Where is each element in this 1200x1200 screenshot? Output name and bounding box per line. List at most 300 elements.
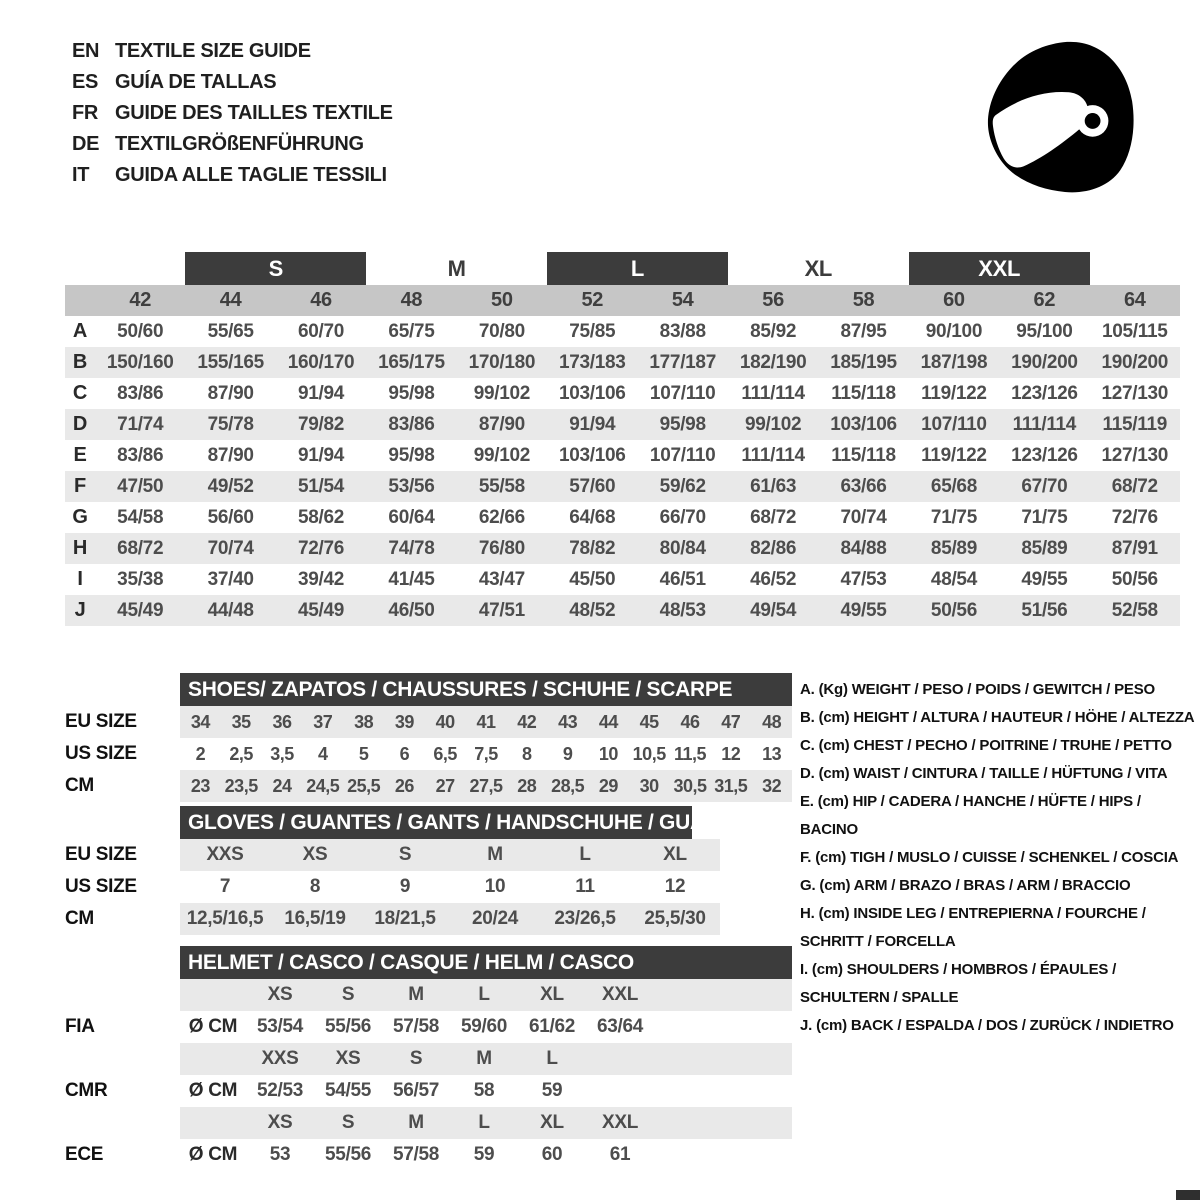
measure-value: 72/76: [1111, 506, 1158, 528]
shoes-row-label: CM: [65, 775, 94, 796]
measure-value: 95/100: [1016, 320, 1073, 342]
measure-value: 91/94: [569, 413, 616, 435]
standard-label-ece: ECE: [65, 1144, 104, 1165]
measure-value: 37/40: [207, 568, 254, 590]
gloves-row-label: CM: [65, 908, 94, 929]
measure-value: 46/51: [659, 568, 706, 590]
measure-value: 185/195: [830, 351, 897, 373]
gloves-table: [180, 806, 738, 935]
helmet-value: 53/54: [256, 1016, 304, 1037]
measure-value: 83/86: [388, 413, 435, 435]
shoes-value: 23,5: [224, 775, 258, 796]
measure-value: 85/89: [930, 537, 977, 559]
size-number: 60: [943, 289, 965, 311]
measure-value: 85/89: [1021, 537, 1068, 559]
shoes-side-labels: [65, 706, 177, 802]
measure-value: 187/198: [920, 351, 988, 373]
measure-value: 115/119: [1102, 413, 1168, 435]
measure-value: 55/65: [207, 320, 254, 342]
shoes-table: [180, 673, 792, 802]
helmet-size: XXS: [261, 1048, 299, 1069]
helmet-size: L: [478, 984, 490, 1005]
helmet-value: 59: [473, 1144, 495, 1165]
helmet-value-row-ece: [180, 1139, 792, 1171]
size-group-s: S: [185, 252, 366, 285]
helmet-size: XL: [540, 984, 564, 1005]
shoes-value: 10,5: [632, 743, 666, 764]
language-title: GUÍA DE TALLAS: [115, 71, 277, 93]
gloves-value: 18/21,5: [374, 908, 436, 929]
measure-value: 66/70: [659, 506, 706, 528]
gloves-value: 9: [399, 876, 411, 897]
helmet-size: L: [478, 1112, 490, 1133]
measure-value: 49/55: [1021, 568, 1068, 590]
shoes-value: 30: [639, 775, 659, 796]
measure-value: 119/122: [921, 382, 987, 404]
legend-entry: J. (cm) BACK / ESPALDA / DOS / ZURÜCK / INDIETRO: [800, 1017, 1174, 1034]
helmet-size: S: [341, 1112, 355, 1133]
helmet-section-header: HELMET / CASCO / CASQUE / HELM / CASCO: [180, 946, 792, 979]
measure-value: 111/114: [1012, 413, 1077, 435]
shoes-value: 38: [354, 711, 374, 732]
measure-value: 64/68: [569, 506, 616, 528]
language-row: [72, 67, 393, 98]
measure-value: 50/56: [1111, 568, 1158, 590]
measure-value: 61/63: [750, 475, 797, 497]
measure-value: 54/58: [117, 506, 164, 528]
gloves-value: XL: [663, 844, 687, 865]
shoes-value: 27,5: [469, 775, 503, 796]
language-title: TEXTILGRÖßENFÜHRUNG: [115, 133, 364, 155]
measure-value: 67/70: [1021, 475, 1068, 497]
measure-value: 35/38: [117, 568, 164, 590]
measure-value: 123/126: [1011, 382, 1078, 404]
gloves-value: 12,5/16,5: [186, 908, 264, 929]
helmet-value-row-cmr: [180, 1075, 792, 1107]
helmet-table: [180, 946, 792, 1171]
racing-helmet-icon: [982, 36, 1140, 194]
shoes-value: 47: [721, 711, 741, 732]
shoes-value: 27: [435, 775, 455, 796]
shoes-value: 13: [762, 743, 782, 764]
helmet-value: 56/57: [392, 1080, 440, 1101]
measure-value: 71/74: [117, 413, 164, 435]
measure-value: 119/122: [921, 444, 987, 466]
measure-value: 59/62: [659, 475, 706, 497]
shoes-rows: [180, 706, 792, 802]
shoes-value: 24,5: [306, 775, 340, 796]
measure-value: 45/49: [117, 599, 164, 621]
measure-value: 182/190: [739, 351, 807, 373]
shoes-value: 9: [562, 743, 573, 764]
page-corner-mark: [1176, 1190, 1200, 1200]
measure-row-j: [65, 595, 1180, 626]
measure-value: 47/51: [478, 599, 525, 621]
size-group-row: [65, 252, 1180, 285]
measurement-legend: [800, 676, 1200, 1040]
shoes-value: 35: [231, 711, 251, 732]
language-row: [72, 160, 393, 191]
measure-value: 49/55: [840, 599, 887, 621]
measure-value: 48/53: [659, 599, 706, 621]
legend-entry: A. (Kg) WEIGHT / PESO / POIDS / GEWITCH / PESO: [800, 681, 1155, 698]
language-code: DE: [72, 133, 100, 155]
measure-value: 87/90: [478, 413, 525, 435]
gloves-value: 11: [575, 876, 595, 897]
row-letter: C: [72, 382, 88, 404]
measure-value: 45/49: [298, 599, 345, 621]
helmet-value: 57/58: [392, 1016, 440, 1037]
gloves-section-header: GLOVES / GUANTES / GANTS / HANDSCHUHE / GUANTI: [180, 806, 692, 839]
helmet-size-row-fia: [180, 979, 792, 1011]
row-letter: I: [77, 568, 83, 590]
measure-value: 39/42: [298, 568, 345, 590]
legend-entry: D. (cm) WAIST / CINTURA / TAILLE / HÜFTUNG / VITA: [800, 765, 1168, 782]
helmet-size: M: [408, 984, 424, 1005]
legend-entry: E. (cm) HIP / CADERA / HANCHE / HÜFTE / HIPS / BACINO: [800, 793, 1141, 838]
helmet-value: 58: [473, 1080, 495, 1101]
language-code: IT: [72, 164, 90, 186]
measure-value: 115/118: [831, 382, 896, 404]
measure-value: 123/126: [1011, 444, 1078, 466]
shoes-section-header: SHOES/ ZAPATOS / CHAUSSURES / SCHUHE / SCARPE: [180, 673, 792, 706]
size-number: 46: [310, 289, 332, 311]
size-group-xxl: XXL: [909, 252, 1090, 285]
helmet-value: 57/58: [392, 1144, 440, 1165]
language-row: [72, 129, 393, 160]
helmet-size: XS: [267, 1112, 293, 1133]
row-letter: A: [72, 320, 88, 342]
helmet-value-row-fia: [180, 1011, 792, 1043]
size-number: 42: [129, 289, 152, 311]
shoes-value: 8: [522, 743, 532, 764]
measure-value: 65/68: [930, 475, 977, 497]
measure-value: 75/78: [207, 413, 254, 435]
measure-row-f: [65, 471, 1180, 502]
helmet-value: 59/60: [460, 1016, 508, 1037]
measure-row-e: [65, 440, 1180, 471]
measure-value: 87/90: [207, 444, 254, 466]
measure-value: 115/118: [831, 444, 896, 466]
gloves-value: 8: [309, 876, 321, 897]
measure-value: 165/175: [378, 351, 445, 373]
measure-row-h: [65, 533, 1180, 564]
measure-value: 70/74: [207, 537, 254, 559]
shoes-value: 10: [598, 743, 618, 764]
shoes-value: 23: [190, 775, 210, 796]
shoes-value: 42: [517, 711, 537, 732]
measure-value: 103/106: [558, 382, 626, 404]
measure-value: 103/106: [558, 444, 626, 466]
size-group-l: L: [547, 252, 728, 285]
shoes-row-eu: [180, 706, 792, 738]
legend-entry: C. (cm) CHEST / PECHO / POITRINE / TRUHE / PETTO: [800, 737, 1172, 754]
measure-value: 52/58: [1111, 599, 1158, 621]
measure-value: 45/50: [569, 568, 616, 590]
legend-entry: I. (cm) SHOULDERS / HOMBROS / ÉPAULES / SCHULTERN / SPALLE: [800, 961, 1117, 1006]
measure-value: 75/85: [569, 320, 616, 342]
measure-value: 99/102: [744, 413, 802, 435]
measure-value: 127/130: [1101, 382, 1169, 404]
measure-row-a: [65, 316, 1180, 347]
gloves-rows: [180, 839, 720, 935]
standard-label-cmr: CMR: [65, 1080, 108, 1101]
shoes-value: 26: [394, 775, 414, 796]
language-row: [72, 98, 393, 129]
measure-value: 95/98: [388, 444, 435, 466]
measure-value: 99/102: [473, 382, 531, 404]
helmet-size-row-cmr: [180, 1043, 792, 1075]
gloves-row-label: US SIZE: [65, 876, 137, 897]
measure-value: 62/66: [478, 506, 525, 528]
measure-value: 84/88: [840, 537, 887, 559]
row-letter: D: [72, 413, 88, 435]
size-number: 52: [581, 289, 604, 311]
measure-row-i: [65, 564, 1180, 595]
row-letter: G: [72, 506, 88, 528]
measure-value: 55/58: [478, 475, 525, 497]
gloves-value: L: [579, 844, 591, 865]
shoes-value: 12: [721, 743, 741, 764]
measure-value: 44/48: [207, 599, 254, 621]
size-number: 62: [1033, 289, 1056, 311]
measure-value: 150/160: [106, 351, 174, 373]
language-code: FR: [72, 102, 99, 124]
measure-value: 155/165: [197, 351, 264, 373]
legend-entry: H. (cm) INSIDE LEG / ENTREPIERNA / FOURCHE / SCHRITT / FORCELLA: [800, 905, 1146, 950]
shoes-value: 46: [680, 711, 700, 732]
measure-value: 60/64: [388, 506, 435, 528]
shoes-value: 25,5: [347, 775, 381, 796]
measure-value: 91/94: [298, 382, 345, 404]
measure-value: 68/72: [117, 537, 164, 559]
language-title: TEXTILE SIZE GUIDE: [115, 40, 311, 62]
measure-value: 47/53: [840, 568, 887, 590]
measure-row-c: [65, 378, 1180, 409]
measure-value: 57/60: [569, 475, 616, 497]
measure-value: 51/54: [298, 475, 345, 497]
measure-value: 58/62: [298, 506, 345, 528]
measure-value: 91/94: [298, 444, 345, 466]
helmet-size-row-ece: [180, 1107, 792, 1139]
measure-value: 90/100: [925, 320, 983, 342]
helmet-value: 63/64: [596, 1016, 644, 1037]
measure-value: 43/47: [478, 568, 525, 590]
gloves-value: XXS: [206, 844, 244, 865]
helmet-size: XL: [540, 1112, 564, 1133]
measure-value: 170/180: [468, 351, 536, 373]
measure-value: 46/50: [388, 599, 435, 621]
shoes-value: 28,5: [551, 775, 585, 796]
gloves-value: 12: [664, 876, 686, 897]
shoes-value: 6: [399, 743, 410, 764]
measure-value: 107/110: [649, 382, 716, 404]
helmet-value: 61: [609, 1144, 631, 1165]
gloves-side-labels: [65, 839, 177, 935]
language-list: [72, 36, 393, 191]
gloves-value: S: [398, 844, 412, 865]
shoes-value: 3,5: [270, 743, 294, 764]
unit-spacer: [180, 1043, 246, 1075]
measure-value: 83/86: [117, 382, 164, 404]
measure-value: 65/75: [388, 320, 435, 342]
helmet-size: XXL: [601, 984, 639, 1005]
shoes-value: 41: [476, 711, 496, 732]
measure-value: 79/82: [298, 413, 345, 435]
shoes-value: 39: [394, 711, 414, 732]
helmet-size: M: [476, 1048, 492, 1069]
language-code: ES: [72, 71, 99, 93]
shoes-value: 48: [762, 711, 782, 732]
measure-row-b: [65, 347, 1180, 378]
measure-value: 99/102: [473, 444, 531, 466]
measure-value: 71/75: [1021, 506, 1068, 528]
measure-value: 49/54: [750, 599, 797, 621]
measure-value: 127/130: [1101, 444, 1169, 466]
gloves-value: XS: [302, 844, 328, 865]
gloves-value: 10: [484, 876, 506, 897]
gloves-value: 7: [219, 876, 231, 897]
measure-value: 71/75: [930, 506, 977, 528]
size-number: 56: [762, 289, 784, 311]
shoes-value: 34: [190, 711, 210, 732]
gloves-row-us: [180, 871, 720, 903]
legend-entry: G. (cm) ARM / BRAZO / BRAS / ARM / BRACCIO: [800, 877, 1131, 894]
measure-value: 50/56: [930, 599, 977, 621]
language-title: GUIDE DES TAILLES TEXTILE: [115, 102, 393, 124]
measure-value: 53/56: [388, 475, 435, 497]
shoes-value: 43: [558, 711, 578, 732]
helmet-value: 59: [541, 1080, 563, 1101]
measure-row-g: [65, 502, 1180, 533]
helmet-value: 55/56: [324, 1016, 372, 1037]
shoes-value: 24: [272, 775, 292, 796]
measure-value: 173/183: [558, 351, 626, 373]
measure-value: 83/88: [659, 320, 706, 342]
shoes-row-us: [180, 738, 792, 770]
legend-entry: F. (cm) TIGH / MUSLO / CUISSE / SCHENKEL / COSCIA: [800, 849, 1179, 866]
row-letter: H: [72, 537, 88, 559]
gloves-value: M: [487, 844, 503, 865]
measure-value: 47/50: [117, 475, 164, 497]
measure-value: 60/70: [298, 320, 345, 342]
gloves-row-label: EU SIZE: [65, 844, 137, 865]
shoes-value: 5: [358, 743, 369, 764]
row-letter: J: [74, 599, 86, 621]
measure-value: 49/52: [207, 475, 254, 497]
measure-value: 56/60: [207, 506, 254, 528]
shoes-value: 40: [435, 711, 455, 732]
row-letter: E: [73, 444, 87, 466]
measure-value: 76/80: [478, 537, 525, 559]
shoes-value: 11,5: [673, 743, 707, 764]
unit-spacer: [180, 979, 246, 1011]
helmet-value: 55/56: [324, 1144, 372, 1165]
shoes-value: 2,5: [229, 743, 253, 764]
helmet-unit: Ø CM: [188, 1080, 238, 1101]
shoes-value: 44: [598, 711, 618, 732]
helmet-value: 54/55: [324, 1080, 372, 1101]
measure-value: 80/84: [659, 537, 706, 559]
measure-value: 111/114: [741, 382, 805, 404]
measure-value: 48/54: [930, 568, 977, 590]
helmet-size: XS: [267, 984, 293, 1005]
measure-value: 190/200: [1011, 351, 1078, 373]
helmet-size: L: [546, 1048, 558, 1069]
measure-value: 46/52: [750, 568, 797, 590]
measurement-rows: [65, 316, 1180, 626]
gloves-value: 25,5/30: [644, 908, 706, 929]
size-number: 50: [491, 289, 513, 311]
measure-value: 95/98: [388, 382, 435, 404]
language-row: [72, 36, 393, 67]
measure-value: 50/60: [117, 320, 164, 342]
language-code: EN: [72, 40, 100, 62]
measure-value: 51/56: [1021, 599, 1068, 621]
shoes-value: 6,5: [433, 743, 457, 764]
size-number: 64: [1123, 289, 1146, 311]
measure-value: 107/110: [649, 444, 716, 466]
measure-value: 70/80: [478, 320, 525, 342]
label-spacer: [65, 285, 95, 316]
shoes-value: 37: [313, 711, 333, 732]
measure-value: 111/114: [741, 444, 805, 466]
shoes-value: 31,5: [714, 775, 748, 796]
measure-value: 177/187: [649, 351, 716, 373]
measure-value: 68/72: [1111, 475, 1158, 497]
measure-value: 63/66: [840, 475, 887, 497]
helmet-value: 53: [269, 1144, 291, 1165]
legend-entry: B. (cm) HEIGHT / ALTURA / HAUTEUR / HÖHE / ALTEZZA: [800, 709, 1195, 726]
helmet-unit: Ø CM: [188, 1144, 238, 1165]
measure-value: 107/110: [921, 413, 987, 435]
row-letter: F: [74, 475, 86, 497]
shoes-value: 36: [272, 711, 292, 732]
helmet-size: S: [341, 984, 355, 1005]
helmet-rows: [180, 979, 792, 1171]
measure-value: 74/78: [388, 537, 435, 559]
gloves-row-cm: [180, 903, 720, 935]
measure-value: 78/82: [569, 537, 616, 559]
measure-value: 41/45: [388, 568, 435, 590]
measure-value: 83/86: [117, 444, 164, 466]
measure-value: 160/170: [287, 351, 355, 373]
size-number: 58: [852, 289, 875, 311]
shoes-row-label: US SIZE: [65, 743, 137, 764]
measure-value: 87/91: [1111, 537, 1158, 559]
shoes-row-cm: [180, 770, 792, 802]
shoes-value: 2: [195, 743, 206, 764]
measure-value: 85/92: [750, 320, 797, 342]
gloves-value: 20/24: [471, 908, 519, 929]
shoes-value: 4: [318, 743, 328, 764]
measure-value: 82/86: [750, 537, 797, 559]
shoes-row-label: EU SIZE: [65, 711, 137, 732]
shoes-value: 29: [598, 775, 618, 796]
helmet-size: S: [409, 1048, 423, 1069]
shoes-value: 45: [639, 711, 659, 732]
standard-label-fia: FIA: [65, 1016, 95, 1037]
measure-value: 87/95: [840, 320, 887, 342]
measure-value: 48/52: [569, 599, 616, 621]
helmet-value: 61/62: [528, 1016, 576, 1037]
gloves-value: 16,5/19: [284, 908, 346, 929]
shoes-value: 28: [517, 775, 537, 796]
shoes-value: 32: [762, 775, 782, 796]
gloves-value: 23/26,5: [554, 908, 616, 929]
measure-value: 70/74: [840, 506, 887, 528]
measure-row-d: [65, 409, 1180, 440]
